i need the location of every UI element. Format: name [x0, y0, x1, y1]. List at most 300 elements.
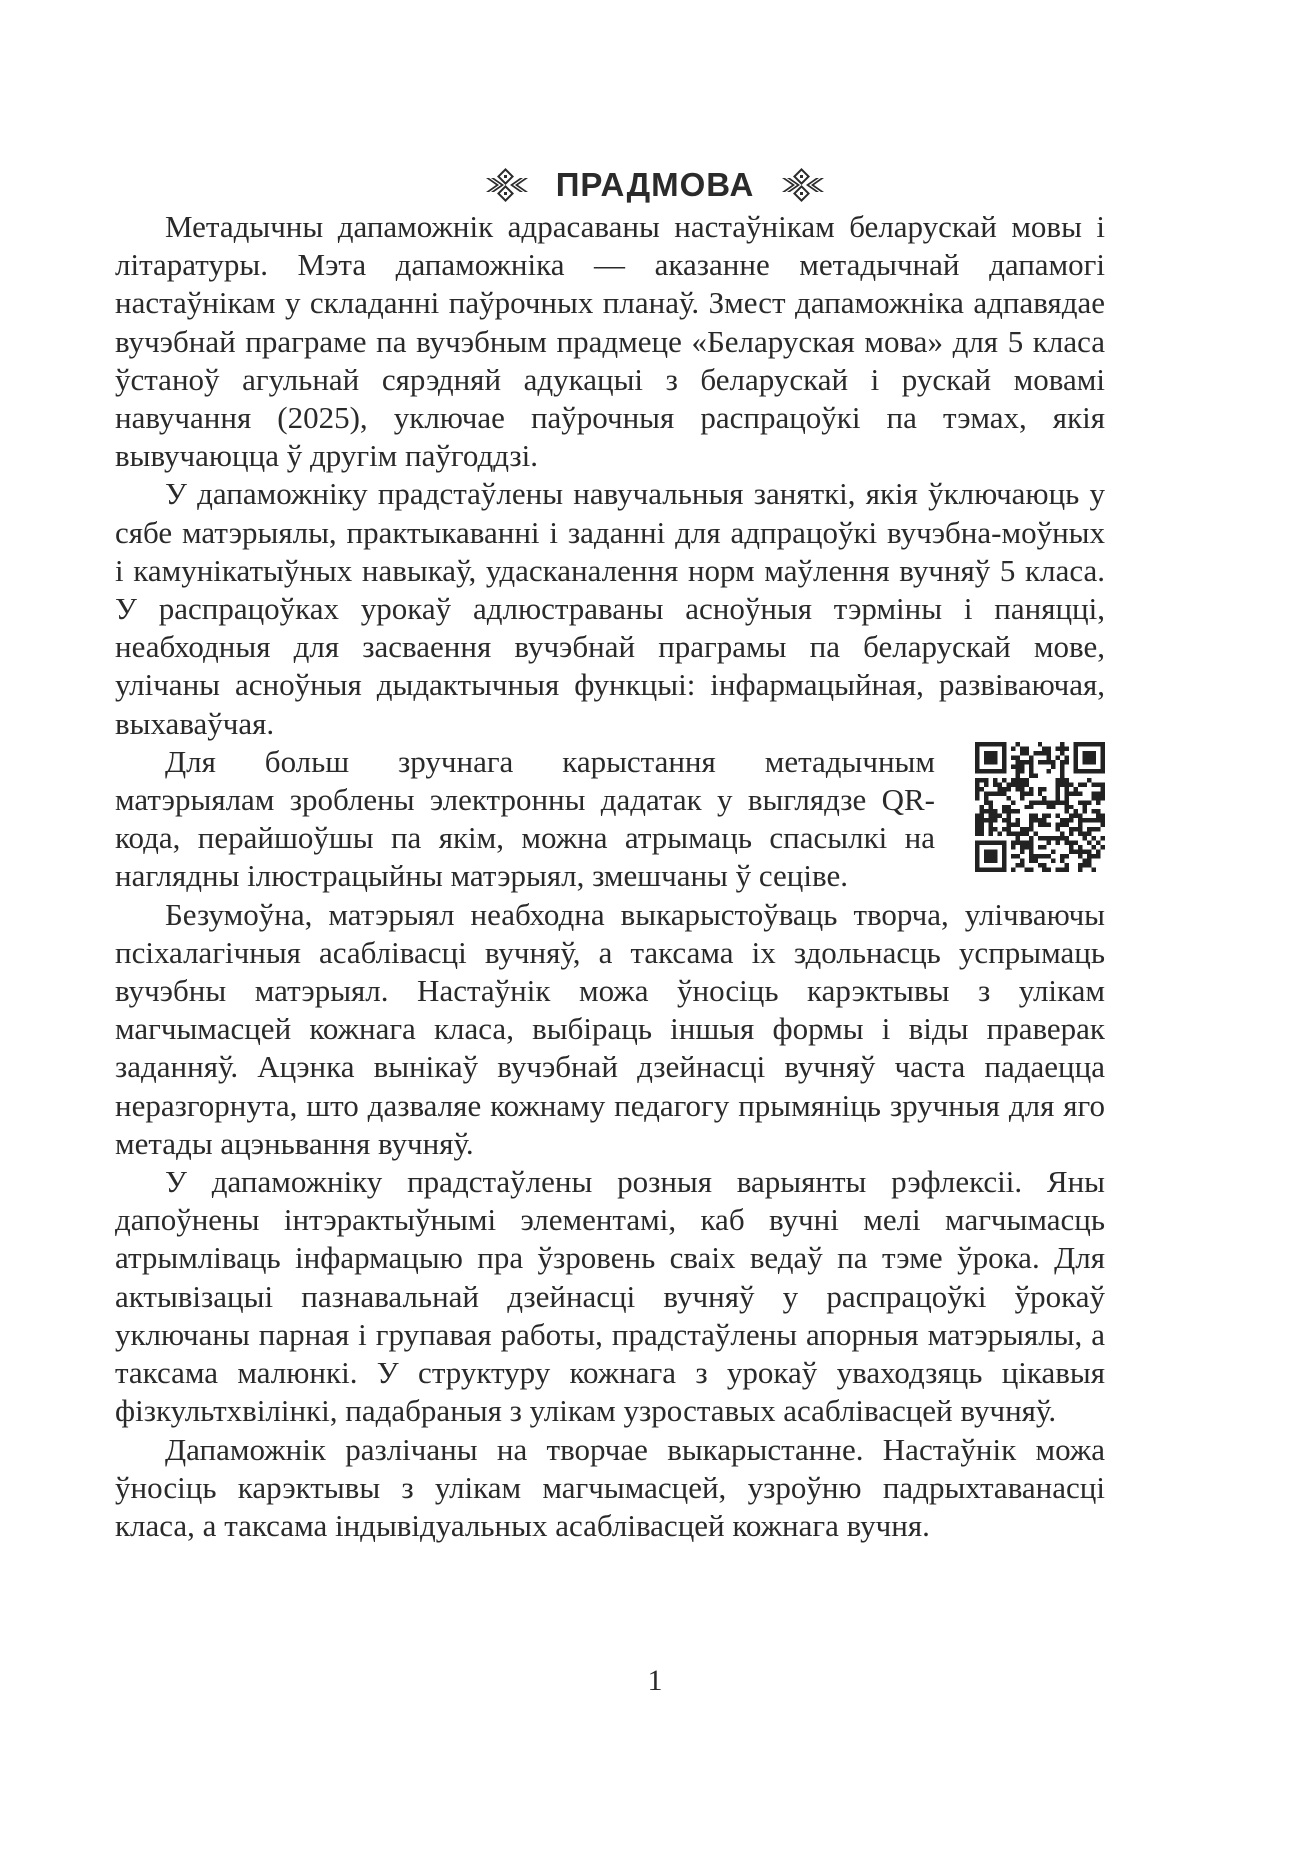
- qr-module: [1056, 836, 1060, 840]
- qr-module: [1096, 814, 1100, 818]
- qr-module: [1006, 796, 1010, 800]
- qr-module: [1083, 832, 1087, 836]
- qr-module: [1006, 814, 1010, 818]
- qr-module: [1069, 845, 1073, 849]
- qr-module: [1051, 805, 1055, 809]
- qr-module: [1101, 836, 1105, 840]
- qr-module: [1024, 778, 1028, 782]
- qr-module: [1015, 782, 1019, 786]
- qr-module: [1042, 760, 1046, 764]
- qr-module: [1056, 787, 1060, 791]
- qr-module: [979, 787, 983, 791]
- qr-module: [1060, 868, 1064, 872]
- qr-module: [1042, 787, 1046, 791]
- qr-module: [1015, 742, 1019, 746]
- qr-module: [1056, 868, 1060, 872]
- qr-module: [1011, 845, 1015, 849]
- qr-module: [984, 791, 988, 795]
- qr-module: [1024, 746, 1028, 750]
- qr-finder-pattern: [984, 850, 997, 863]
- qr-module: [1069, 814, 1073, 818]
- qr-module: [1060, 764, 1064, 768]
- qr-module: [1006, 805, 1010, 809]
- qr-module: [1069, 832, 1073, 836]
- qr-module: [1060, 832, 1064, 836]
- qr-module: [1065, 787, 1069, 791]
- qr-module: [1065, 823, 1069, 827]
- qr-module: [1083, 805, 1087, 809]
- qr-module: [993, 782, 997, 786]
- qr-module: [1087, 827, 1091, 831]
- page-header: [0, 162, 1310, 208]
- qr-module: [1083, 859, 1087, 863]
- qr-module: [1047, 868, 1051, 872]
- qr-module: [1015, 854, 1019, 858]
- qr-module: [1047, 746, 1051, 750]
- qr-module: [1056, 746, 1060, 750]
- qr-module: [1029, 760, 1033, 764]
- qr-module: [1087, 832, 1091, 836]
- qr-module: [1092, 836, 1096, 840]
- qr-module: [1083, 863, 1087, 867]
- qr-module: [1020, 859, 1024, 863]
- qr-module: [988, 791, 992, 795]
- qr-module: [1015, 769, 1019, 773]
- qr-module: [1078, 823, 1082, 827]
- qr-module: [1074, 809, 1078, 813]
- qr-module: [1083, 818, 1087, 822]
- qr-module: [1020, 791, 1024, 795]
- qr-module: [993, 809, 997, 813]
- qr-module: [1011, 823, 1015, 827]
- qr-module: [979, 805, 983, 809]
- qr-module: [1065, 791, 1069, 795]
- qr-module: [993, 818, 997, 822]
- qr-module: [979, 827, 983, 831]
- paragraph-purpose: Метадычны дапаможнік адрасаваны настаўнікам беларускай мовы і літаратуры. Мэта дапаможніка — аказанне метадычнай дапамогі настаўнікам у складанні паўрочных планаў. Змест дапаможніка адпавядае вучэбнай праграме па вучэбным прадмеце «Беларуская мова» для 5 класа ўстаноў агульнай сярэдняй адукацыі з беларускай і рускай мовамі навучання (2025), уключае паўрочныя распрацоўкі па тэмах, якія вывучаюцца ў другім паўгоддзі.: [115, 209, 1105, 474]
- qr-module: [1002, 791, 1006, 795]
- qr-module: [1083, 809, 1087, 813]
- qr-module: [1060, 836, 1064, 840]
- qr-module: [1047, 751, 1051, 755]
- qr-module: [979, 818, 983, 822]
- qr-module: [1015, 863, 1019, 867]
- qr-module: [1015, 841, 1019, 845]
- qr-module: [1092, 796, 1096, 800]
- qr-module: [993, 791, 997, 795]
- qr-module: [1047, 805, 1051, 809]
- qr-module: [988, 818, 992, 822]
- qr-module: [1074, 791, 1078, 795]
- qr-module: [1020, 841, 1024, 845]
- qr-module: [1060, 800, 1064, 804]
- qr-module: [1033, 751, 1037, 755]
- qr-module: [1006, 823, 1010, 827]
- qr-module: [1092, 782, 1096, 786]
- qr-module: [1060, 751, 1064, 755]
- qr-module: [1051, 836, 1055, 840]
- qr-module: [1042, 845, 1046, 849]
- qr-module: [1042, 836, 1046, 840]
- qr-module: [1060, 823, 1064, 827]
- qr-module: [1038, 836, 1042, 840]
- qr-module: [1060, 760, 1064, 764]
- qr-module: [1020, 863, 1024, 867]
- qr-module: [1056, 823, 1060, 827]
- qr-module: [1042, 800, 1046, 804]
- qr-module: [1096, 850, 1100, 854]
- qr-module: [1029, 859, 1033, 863]
- qr-module: [979, 809, 983, 813]
- qr-module: [1060, 778, 1064, 782]
- qr-module: [1020, 782, 1024, 786]
- qr-module: [1042, 823, 1046, 827]
- qr-module: [1033, 818, 1037, 822]
- qr-module: [1096, 854, 1100, 858]
- qr-module: [1011, 800, 1015, 804]
- qr-module: [1020, 787, 1024, 791]
- qr-module: [1029, 787, 1033, 791]
- qr-module: [1038, 823, 1042, 827]
- qr-module: [1029, 814, 1033, 818]
- qr-module: [1006, 787, 1010, 791]
- qr-module: [1051, 760, 1055, 764]
- belarusian-ornament-icon: [780, 168, 826, 202]
- qr-module: [1078, 850, 1082, 854]
- qr-module: [1078, 818, 1082, 822]
- qr-module: [1096, 809, 1100, 813]
- qr-module: [1087, 800, 1091, 804]
- qr-module: [1038, 791, 1042, 795]
- qr-module: [1087, 778, 1091, 782]
- qr-module: [988, 827, 992, 831]
- qr-module: [984, 796, 988, 800]
- qr-module: [975, 823, 979, 827]
- qr-finder-pattern: [984, 751, 997, 764]
- qr-module: [1015, 755, 1019, 759]
- qr-module: [1060, 769, 1064, 773]
- qr-module: [1038, 845, 1042, 849]
- qr-module: [1029, 836, 1033, 840]
- qr-module: [1051, 850, 1055, 854]
- qr-module: [1060, 742, 1064, 746]
- qr-module: [1056, 800, 1060, 804]
- qr-module: [1029, 868, 1033, 872]
- qr-module: [1083, 782, 1087, 786]
- qr-module: [1101, 823, 1105, 827]
- qr-module: [1060, 746, 1064, 750]
- qr-module: [1038, 751, 1042, 755]
- qr-module: [979, 823, 983, 827]
- qr-module: [1015, 764, 1019, 768]
- qr-code-icon[interactable]: [975, 742, 1105, 872]
- qr-module: [1065, 796, 1069, 800]
- qr-module: [1065, 868, 1069, 872]
- qr-module: [1069, 827, 1073, 831]
- qr-module: [1047, 800, 1051, 804]
- qr-module: [1015, 809, 1019, 813]
- qr-module: [1029, 850, 1033, 854]
- qr-module: [1056, 791, 1060, 795]
- qr-module: [1047, 854, 1051, 858]
- qr-module: [1042, 796, 1046, 800]
- qr-module: [1078, 782, 1082, 786]
- qr-module: [975, 796, 979, 800]
- qr-module: [1101, 845, 1105, 849]
- qr-module: [1011, 832, 1015, 836]
- qr-module: [1056, 814, 1060, 818]
- preface-body: [115, 208, 1105, 1545]
- qr-module: [1020, 832, 1024, 836]
- qr-module: [1056, 841, 1060, 845]
- qr-module: [1056, 778, 1060, 782]
- qr-module: [1065, 800, 1069, 804]
- qr-module: [1065, 809, 1069, 813]
- qr-module: [984, 809, 988, 813]
- qr-module: [1078, 791, 1082, 795]
- qr-module: [1083, 836, 1087, 840]
- qr-module: [988, 832, 992, 836]
- qr-module: [1029, 845, 1033, 849]
- qr-module: [1047, 760, 1051, 764]
- qr-module: [1069, 791, 1073, 795]
- qr-module: [1047, 769, 1051, 773]
- qr-module: [1011, 841, 1015, 845]
- qr-module: [1074, 841, 1078, 845]
- qr-module: [1065, 778, 1069, 782]
- qr-module: [1015, 760, 1019, 764]
- qr-module: [1092, 854, 1096, 858]
- qr-module: [1078, 814, 1082, 818]
- qr-module: [1033, 800, 1037, 804]
- qr-module: [1078, 800, 1082, 804]
- qr-module: [1074, 814, 1078, 818]
- qr-module: [1006, 832, 1010, 836]
- qr-module: [1038, 800, 1042, 804]
- qr-module: [997, 787, 1001, 791]
- qr-module: [1096, 841, 1100, 845]
- qr-module: [1015, 778, 1019, 782]
- qr-module: [1029, 805, 1033, 809]
- qr-module: [1056, 827, 1060, 831]
- qr-module: [975, 818, 979, 822]
- qr-module: [1024, 845, 1028, 849]
- qr-module: [1002, 787, 1006, 791]
- qr-module: [1038, 854, 1042, 858]
- qr-module: [993, 814, 997, 818]
- qr-module: [1033, 773, 1037, 777]
- qr-module: [1087, 850, 1091, 854]
- qr-module: [1056, 796, 1060, 800]
- qr-module: [1011, 782, 1015, 786]
- qr-module: [1029, 755, 1033, 759]
- qr-module: [1029, 800, 1033, 804]
- qr-module: [984, 782, 988, 786]
- qr-module: [1060, 818, 1064, 822]
- qr-module: [1042, 868, 1046, 872]
- page-number: 1: [647, 1664, 663, 1697]
- qr-module: [1096, 796, 1100, 800]
- qr-module: [1087, 841, 1091, 845]
- qr-module: [1060, 782, 1064, 786]
- qr-module: [1047, 814, 1051, 818]
- qr-module: [1024, 760, 1028, 764]
- qr-module: [1015, 787, 1019, 791]
- qr-module: [975, 778, 979, 782]
- qr-module: [1078, 863, 1082, 867]
- qr-module: [1029, 854, 1033, 858]
- qr-module: [993, 778, 997, 782]
- qr-module: [1006, 818, 1010, 822]
- qr-module: [1065, 746, 1069, 750]
- qr-module: [1015, 836, 1019, 840]
- qr-module: [1060, 854, 1064, 858]
- qr-module: [1002, 818, 1006, 822]
- qr-module: [1006, 809, 1010, 813]
- qr-module: [1101, 818, 1105, 822]
- qr-finder-pattern: [1083, 751, 1096, 764]
- qr-module: [1020, 827, 1024, 831]
- qr-module: [1087, 863, 1091, 867]
- qr-module: [1024, 841, 1028, 845]
- qr-module: [1015, 773, 1019, 777]
- qr-module: [1002, 778, 1006, 782]
- qr-module: [988, 809, 992, 813]
- qr-module: [1024, 827, 1028, 831]
- qr-module: [1074, 850, 1078, 854]
- qr-module: [1011, 778, 1015, 782]
- qr-module: [1011, 755, 1015, 759]
- qr-module: [1047, 836, 1051, 840]
- qr-module: [1074, 787, 1078, 791]
- qr-module: [1065, 805, 1069, 809]
- qr-module: [1101, 787, 1105, 791]
- qr-module: [1060, 859, 1064, 863]
- qr-module: [1038, 787, 1042, 791]
- qr-module: [1024, 791, 1028, 795]
- qr-module: [1020, 850, 1024, 854]
- qr-module: [1101, 814, 1105, 818]
- qr-module: [1078, 854, 1082, 858]
- qr-module: [1060, 773, 1064, 777]
- qr-module: [1069, 841, 1073, 845]
- qr-module: [1011, 854, 1015, 858]
- qr-module: [1065, 863, 1069, 867]
- qr-module: [1078, 845, 1082, 849]
- qr-module: [1065, 836, 1069, 840]
- qr-module: [997, 791, 1001, 795]
- qr-module: [1024, 782, 1028, 786]
- qr-module: [1069, 782, 1073, 786]
- qr-module: [1047, 755, 1051, 759]
- qr-module: [1096, 791, 1100, 795]
- qr-module: [1078, 827, 1082, 831]
- qr-module: [1069, 805, 1073, 809]
- qr-module: [1020, 778, 1024, 782]
- qr-module: [1047, 841, 1051, 845]
- qr-module: [984, 800, 988, 804]
- qr-module: [1092, 818, 1096, 822]
- qr-module: [1087, 859, 1091, 863]
- paragraph-usage: Безумоўна, матэрыял неабходна выкарыстоўваць творча, улічваючы псіхалагічныя асаблівасці вучняў, а таксама іх здольнасць успрымаць вучэбны матэрыял. Настаўнік можа ўносіць карэктывы з улікам магчымасцей кожнага класа, выбіраць іншыя формы і віды праверак заданняў. Ацэнка вынікаў вучэбнай дзейнасці вучняў часта падаецца неразгорнута, што дазваляе кожнаму педагогу прымяніць зручныя для яго метады ацэньвання вучняў.: [115, 896, 1105, 1161]
- qr-module: [1006, 827, 1010, 831]
- qr-module: [1029, 818, 1033, 822]
- qr-module: [1038, 760, 1042, 764]
- qr-module: [1101, 796, 1105, 800]
- qr-module: [1087, 818, 1091, 822]
- qr-module: [1096, 818, 1100, 822]
- qr-module: [975, 782, 979, 786]
- paragraph-reflection: У дапаможніку прадстаўлены розныя варыянты рэфлексіі. Яны дапоўнены інтэрактыўнымі элементамі, каб вучні мелі магчымасць атрымліваць інфармацыю пра ўзровень сваіх ведаў па тэме ўрока. Для актывізацыі пазнавальнай дзейнасці вучняў у распрацоўкі ўрокаў уключаны парная і групавая работы, прадстаўлены апорныя матэрыялы, а таксама малюнкі. У структуру кожнага з урокаў уваходзяць цікавыя фізкультхвілінкі, падабраныя з улікам узроставых асаблівасцей вучняў.: [115, 1164, 1105, 1429]
- qr-module: [1029, 764, 1033, 768]
- qr-module: [1065, 818, 1069, 822]
- qr-module: [1033, 859, 1037, 863]
- qr-module: [1083, 850, 1087, 854]
- qr-module: [1065, 782, 1069, 786]
- qr-module: [1042, 746, 1046, 750]
- qr-module: [1047, 823, 1051, 827]
- qr-module: [1015, 823, 1019, 827]
- qr-module: [1015, 818, 1019, 822]
- paragraph-creative-use: Дапаможнік разлічаны на творчае выкарыстанне. Настаўнік можа ўносіць карэктывы з улікам магчымасцей, узроўню падрыхтаванасці класа, а таксама індывідуальных асаблівасцей кожнага вучня.: [115, 1431, 1105, 1543]
- paragraph-qr: Для больш зручнага карыстання метадычным матэрыялам зроблены электронны дадатак у выглядзе QR-кода, перайшоўшы па якім, можна атрымаць спасылкі на наглядны ілюстрацыйны матэрыял, змешчаны ў сеціве.: [115, 743, 935, 894]
- qr-module: [1029, 773, 1033, 777]
- belarusian-ornament-icon: [484, 168, 530, 202]
- qr-module: [1033, 814, 1037, 818]
- qr-module: [1024, 751, 1028, 755]
- qr-module: [1002, 805, 1006, 809]
- qr-module: [1029, 827, 1033, 831]
- qr-module: [1056, 755, 1060, 759]
- qr-module: [979, 814, 983, 818]
- qr-module: [1011, 746, 1015, 750]
- qr-module: [1069, 818, 1073, 822]
- qr-module: [1015, 832, 1019, 836]
- qr-module: [1078, 832, 1082, 836]
- qr-module: [1087, 854, 1091, 858]
- qr-module: [1096, 782, 1100, 786]
- qr-module: [1020, 796, 1024, 800]
- qr-module: [1051, 859, 1055, 863]
- qr-module: [1092, 845, 1096, 849]
- qr-module: [984, 818, 988, 822]
- qr-module: [1029, 841, 1033, 845]
- qr-module: [1006, 782, 1010, 786]
- qr-module: [997, 832, 1001, 836]
- qr-module: [1078, 868, 1082, 872]
- qr-module: [975, 791, 979, 795]
- qr-module: [1065, 755, 1069, 759]
- qr-module: [988, 805, 992, 809]
- qr-module: [975, 832, 979, 836]
- qr-module: [1011, 764, 1015, 768]
- qr-module: [1020, 845, 1024, 849]
- qr-module: [1056, 782, 1060, 786]
- qr-module: [1029, 791, 1033, 795]
- qr-module: [1002, 809, 1006, 813]
- qr-module: [1042, 854, 1046, 858]
- qr-module: [975, 814, 979, 818]
- qr-module: [1024, 805, 1028, 809]
- qr-module: [984, 778, 988, 782]
- qr-module: [1096, 827, 1100, 831]
- qr-module: [1092, 791, 1096, 795]
- qr-module: [1038, 742, 1042, 746]
- page-title: ПРАДМОВА: [555, 166, 755, 203]
- qr-module: [1029, 823, 1033, 827]
- qr-module: [1092, 809, 1096, 813]
- qr-module: [1020, 751, 1024, 755]
